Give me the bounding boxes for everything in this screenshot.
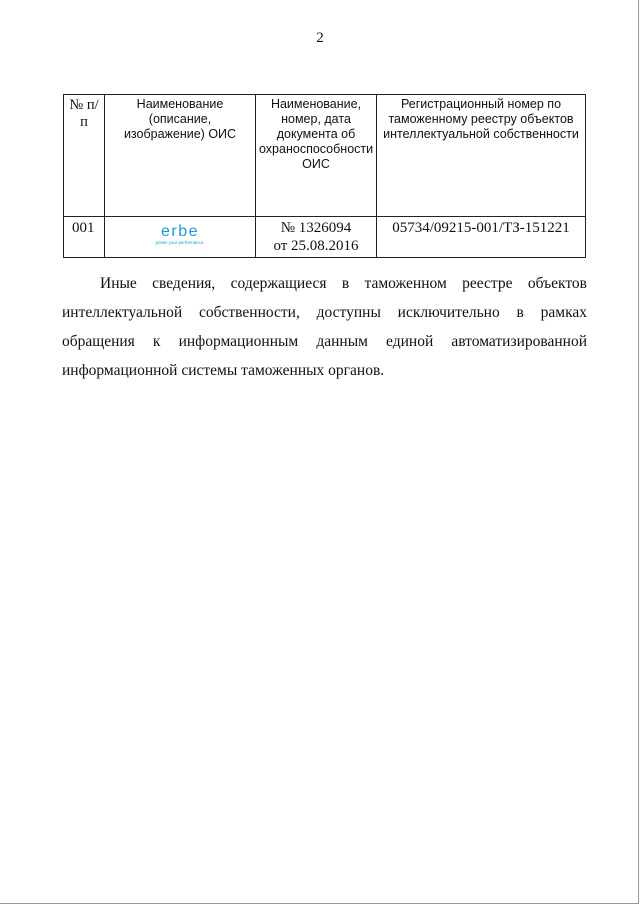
- header-registration: Регистрационный номер по таможенному реестру объектов интеллектуальной собственности: [377, 95, 586, 217]
- document-date: от 25.08.2016: [273, 238, 359, 254]
- registry-table: [63, 94, 586, 258]
- registration-number: 05734/09215-001/ТЗ-151221: [377, 217, 586, 258]
- document-cell: [256, 217, 377, 258]
- body-paragraph: Иные сведения, содержащиеся в таможенном реестре объектов интеллектуальной собственности, доступны исключительно в рамках обращения к информационным данным единой автоматизированной информационной системы таможенных органов.: [62, 275, 587, 379]
- header-document: Наименование, номер, дата документа об охраноспособности ОИС: [256, 95, 377, 217]
- table-row: [64, 217, 586, 258]
- document-number: № 1326094: [280, 220, 352, 236]
- header-number: № п/п: [64, 95, 105, 217]
- row-number: 001: [64, 217, 105, 258]
- trademark-cell: [105, 217, 256, 258]
- erbe-logo-text: erbe: [160, 223, 200, 240]
- header-name: Наименование (описание, изображение) ОИС: [105, 95, 256, 217]
- erbe-logo: [148, 223, 212, 247]
- page-number: 2: [316, 30, 324, 46]
- erbe-logo-tagline: power your performance.: [155, 240, 205, 245]
- table-header-row: [64, 95, 586, 217]
